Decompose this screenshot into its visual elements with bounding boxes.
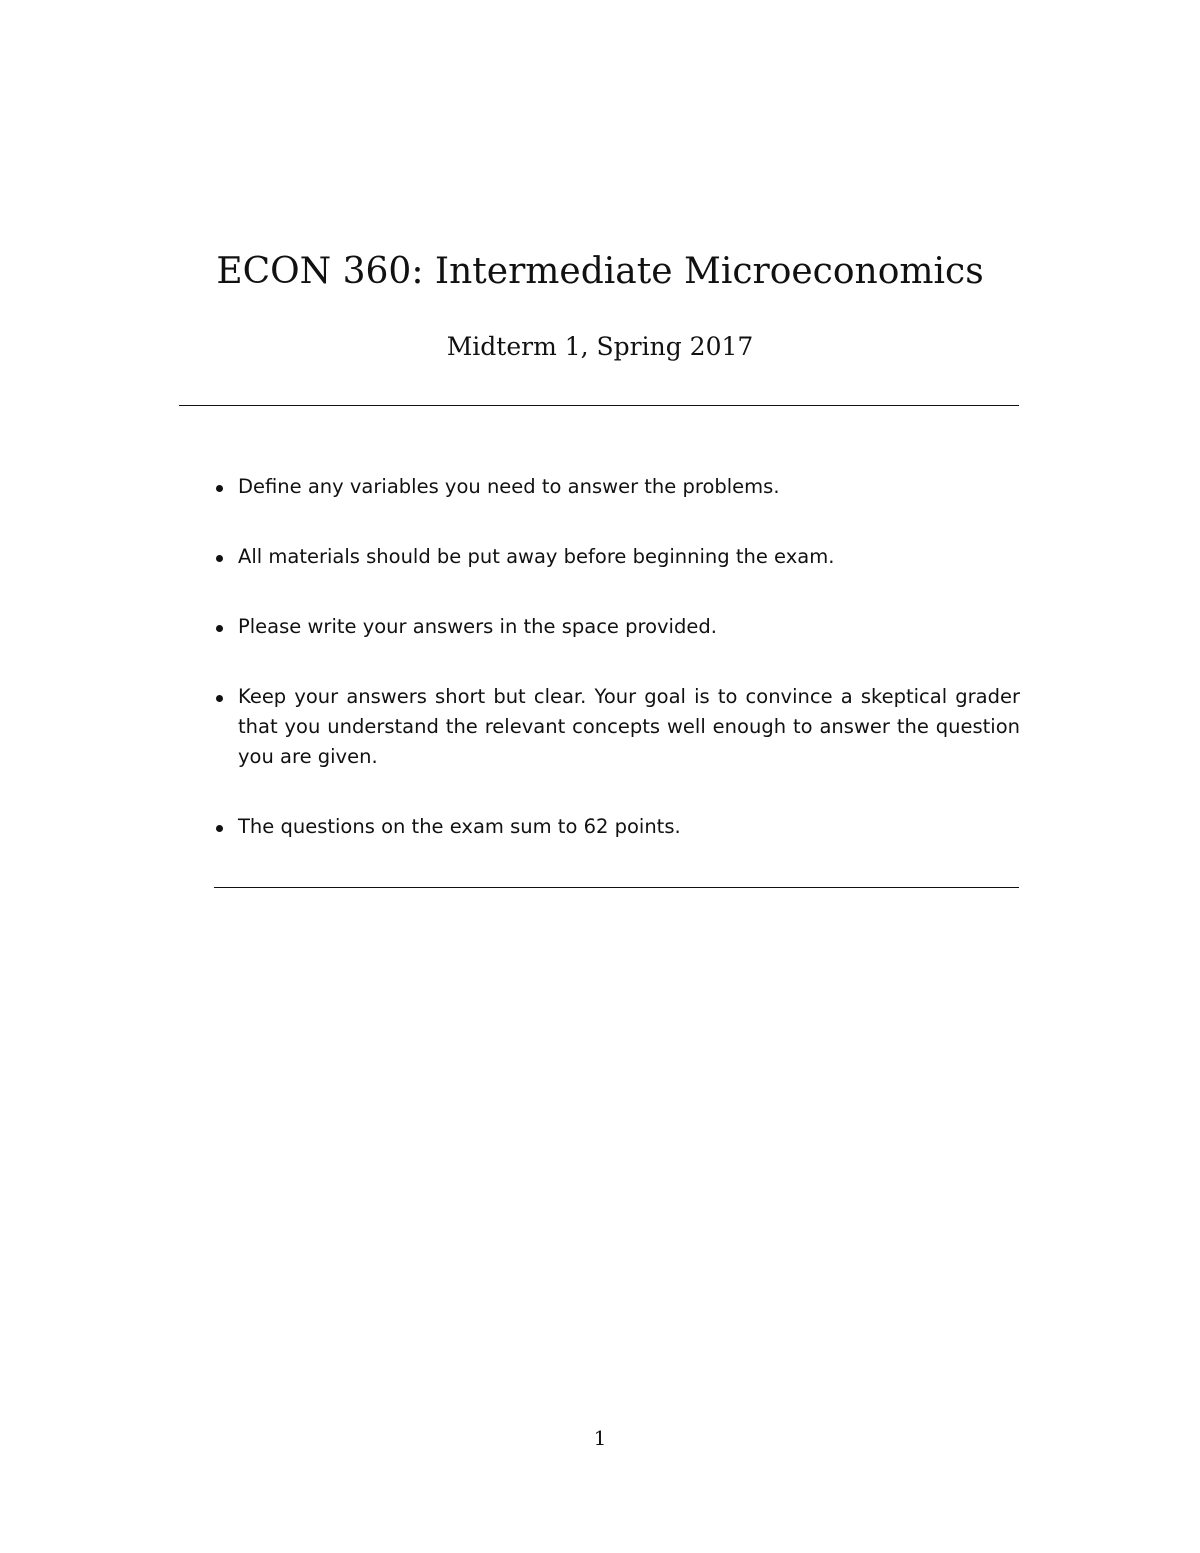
instruction-text: The questions on the exam sum to 62 points. <box>238 815 681 838</box>
instruction-item <box>214 612 1020 642</box>
instruction-text: Keep your answers short but clear. Your goal is to convince a skeptical grader that you understand the relevant concepts well enough to answer the question you are given. <box>238 685 1020 768</box>
instruction-text: Please write your answers in the space provided. <box>238 615 717 638</box>
instruction-text: All materials should be put away before beginning the exam. <box>238 545 835 568</box>
instruction-item <box>214 472 1020 502</box>
instruction-item <box>214 682 1020 772</box>
instruction-item <box>214 542 1020 572</box>
page-subtitle: Midterm 1, Spring 2017 <box>446 332 754 361</box>
page-number: 1 <box>593 1426 607 1450</box>
instructions-list <box>214 472 1020 882</box>
bullet-icon <box>216 555 223 562</box>
bullet-icon <box>216 825 223 832</box>
top-divider <box>179 405 1019 406</box>
bullet-icon <box>216 695 223 702</box>
instruction-text: Define any variables you need to answer the problems. <box>238 475 780 498</box>
bullet-icon <box>216 485 223 492</box>
page-title: ECON 360: Intermediate Microeconomics <box>216 251 984 292</box>
bottom-divider <box>214 887 1019 888</box>
bullet-icon <box>216 625 223 632</box>
instruction-item <box>214 812 1020 842</box>
